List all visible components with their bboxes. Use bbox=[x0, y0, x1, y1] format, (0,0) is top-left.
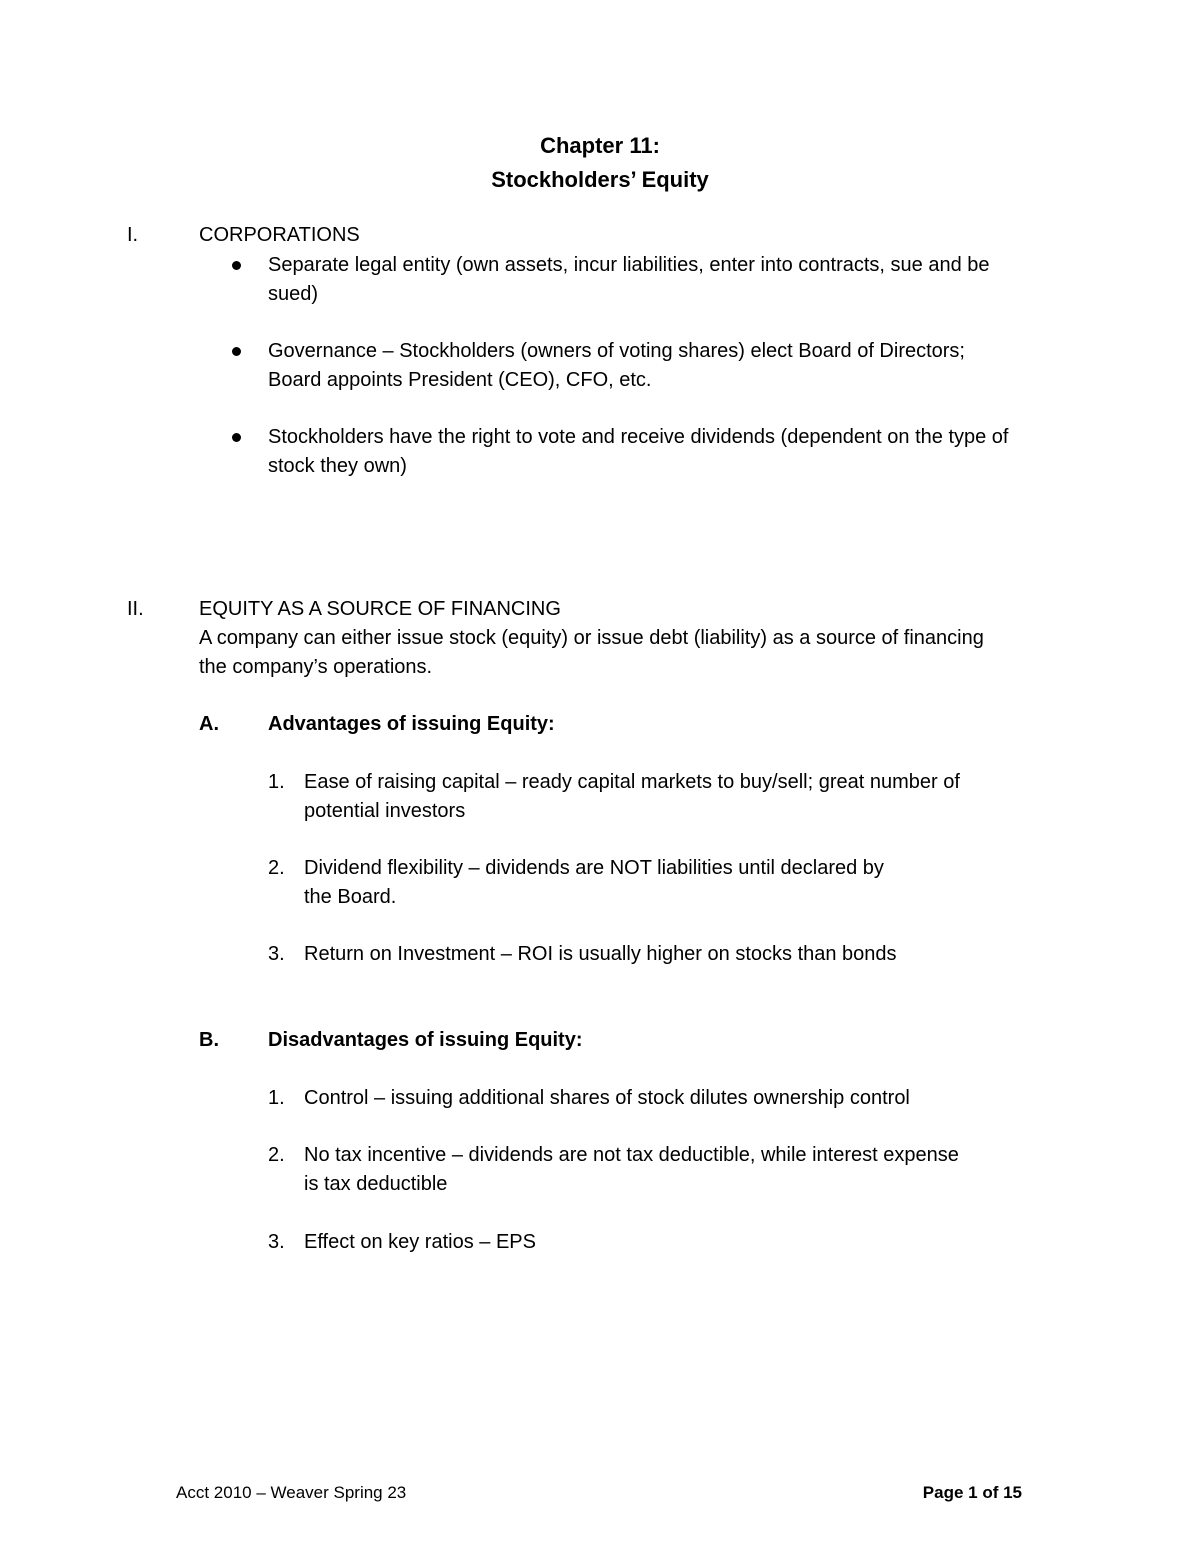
list-item-text: Ease of raising capital – ready capital markets to buy/sell; great number of bbox=[304, 771, 960, 793]
list-item-text: is tax deductible bbox=[304, 1173, 448, 1195]
list-item-text: the Board. bbox=[304, 886, 397, 908]
subsection-b-heading: Disadvantages of issuing Equity: bbox=[268, 1029, 583, 1051]
list-item-text: Effect on key ratios – EPS bbox=[304, 1231, 536, 1253]
bullet-3-line-1: Stockholders have the right to vote and receive dividends (dependent on the type of bbox=[268, 426, 1009, 448]
list-item-text: Dividend flexibility – dividends are NOT liabilities until declared by bbox=[304, 857, 884, 879]
bullet-3-line-2: stock they own) bbox=[268, 455, 407, 477]
subsection-a-heading: Advantages of issuing Equity: bbox=[268, 713, 555, 735]
list-item-number: 1. bbox=[268, 771, 285, 793]
bullet-icon bbox=[232, 433, 241, 442]
list-item-text: Return on Investment – ROI is usually higher on stocks than bonds bbox=[304, 943, 897, 965]
section-2-numeral: II. bbox=[127, 598, 144, 620]
list-item-text: No tax incentive – dividends are not tax deductible, while interest expense bbox=[304, 1144, 959, 1166]
bullet-1-line-1: Separate legal entity (own assets, incur liabilities, enter into contracts, sue and be bbox=[268, 254, 990, 276]
footer-course: Acct 2010 – Weaver Spring 23 bbox=[176, 1483, 407, 1502]
list-item-text: potential investors bbox=[304, 800, 466, 822]
list-item-text: Control – issuing additional shares of stock dilutes ownership control bbox=[304, 1087, 910, 1109]
section-2-intro-line-1: A company can either issue stock (equity) or issue debt (liability) as a source of financing bbox=[199, 627, 984, 649]
list-item-number: 1. bbox=[268, 1087, 285, 1109]
list-item-number: 2. bbox=[268, 1144, 285, 1166]
section-1-numeral: I. bbox=[127, 224, 139, 246]
list-item-number: 2. bbox=[268, 857, 285, 879]
list-item-number: 3. bbox=[268, 943, 285, 965]
subsection-a-letter: A. bbox=[199, 713, 219, 735]
section-1-heading: CORPORATIONS bbox=[199, 224, 360, 246]
chapter-title: Chapter 11: bbox=[540, 133, 660, 158]
bullet-2-line-2: Board appoints President (CEO), CFO, etc. bbox=[268, 369, 652, 391]
bullet-icon bbox=[232, 347, 241, 356]
subsection-b-letter: B. bbox=[199, 1029, 219, 1051]
bullet-2-line-1: Governance – Stockholders (owners of voting shares) elect Board of Directors; bbox=[268, 340, 965, 362]
bullet-1-line-2: sued) bbox=[268, 283, 319, 305]
chapter-subtitle: Stockholders’ Equity bbox=[491, 167, 709, 192]
section-2-heading: EQUITY AS A SOURCE OF FINANCING bbox=[199, 598, 561, 620]
footer-page-number: Page 1 of 15 bbox=[922, 1483, 1022, 1502]
bullet-icon bbox=[232, 261, 241, 270]
list-item-number: 3. bbox=[268, 1231, 285, 1253]
section-2-intro-line-2: the company’s operations. bbox=[199, 656, 433, 678]
